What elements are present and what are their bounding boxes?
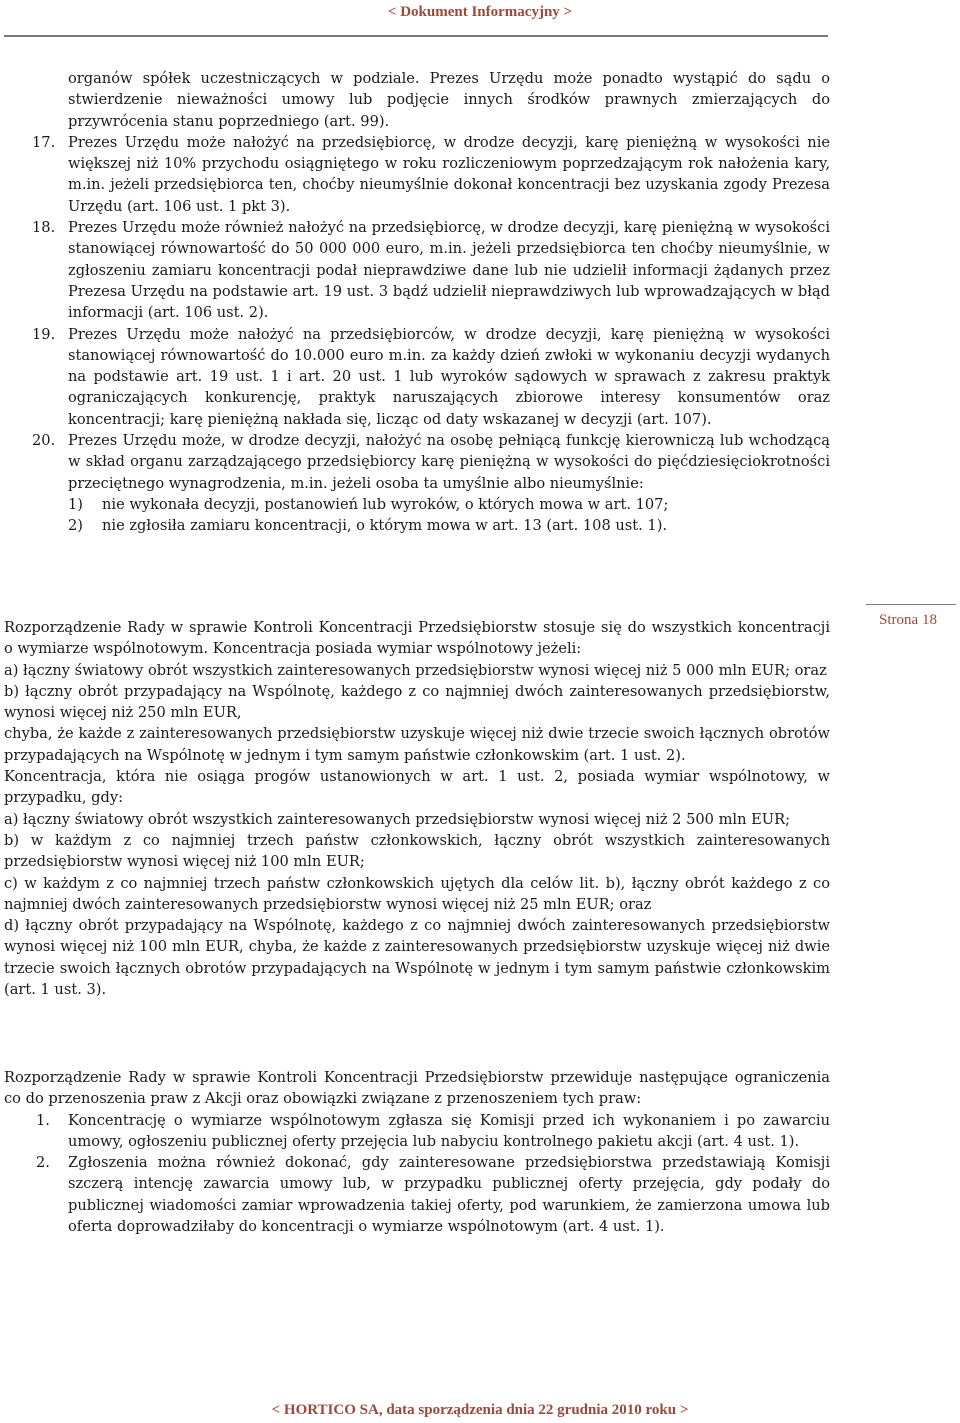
sub-item-text: nie wykonała decyzji, postanowień lub wyroków, o których mowa w art. 107; — [102, 495, 669, 513]
sub-item — [68, 515, 830, 536]
list-item — [32, 430, 830, 536]
paragraph: Rozporządzenie Rady w sprawie Kontroli Koncentracji Przedsiębiorstw przewiduje następujące ograniczenia co do przenoszenia praw z Akcji oraz obowiązki związane z przenoszeniem tych praw: — [4, 1069, 830, 1108]
page-number-label: Strona 18 — [879, 612, 937, 628]
list-item — [32, 324, 830, 430]
page-header: < Dokument Informacyjny > — [387, 4, 573, 20]
section-eu-thresholds — [4, 617, 830, 1000]
list-item — [36, 1152, 830, 1237]
sub-item-number: 2) — [68, 517, 83, 535]
header-divider — [4, 35, 828, 37]
paragraph: chyba, że każde z zainteresowanych przedsiębiorstw uzyskuje więcej niż dwie trzecie swoich łącznych obrotów przypadających na Wspólnotę w jednym i tym samym państwie członkowskim (art. 1 ust. 2). — [4, 725, 830, 764]
paragraph: a) łączny światowy obrót wszystkich zainteresowanych przedsiębiorstw wynosi więcej niż 2 500 mln EUR; — [4, 810, 790, 828]
item-number: 2. — [36, 1154, 50, 1172]
item-text: Prezes Urzędu może również nałożyć na przedsiębiorcę, w drodze decyzji, karę pieniężną w wysokości stanowiącej równowartość do 50 000 000 euro, m.in. jeżeli przedsiębiorca ten choćby nieumyślnie, w zgłoszeniu zamiaru koncentracji podał nieprawdziwe dane lub nie udzielił informacji żądanych przez Prezesa Urzędu na podstawie art. 19 ust. 3 bądź udzielił nieprawdziwych lub wprowadzających w błąd informacji (art. 106 ust. 2). — [68, 219, 830, 322]
numbered-provisions — [0, 68, 960, 537]
list-item — [36, 1110, 830, 1153]
section-transfer-restrictions — [4, 1067, 830, 1237]
item-text: Koncentrację o wymiarze wspólnotowym zgłasza się Komisji przed ich wykonaniem i po zawarciu umowy, ogłoszeniu publicznej oferty przejęcia lub nabyciu kontrolnego pakietu akcji (art. 4 ust. 1). — [68, 1111, 830, 1150]
item-number: 1. — [36, 1111, 50, 1129]
item-number: 17. — [32, 133, 56, 151]
item-text: Prezes Urzędu może nałożyć na przedsiębiorców, w drodze decyzji, karę pieniężną w wysokości stanowiącej równowartość do 10.000 euro m.in. za każdy dzień zwłoki w wykonaniu decyzji wydanych na podstawie art. 19 ust. 1 i art. 20 ust. 1 lub wyroków sądowych w sprawach z zakresu praktyk ograniczających konkurencję, praktyk naruszających zbiorowe interesy konsumentów oraz koncentracji; karę pieniężną nakłada się, licząc od daty wskazanej w decyzji (art. 107). — [68, 325, 830, 428]
paragraph: b) w każdym z co najmniej trzech państw członkowskich, łączny obrót wszystkich zainteresowanych przedsiębiorstw wynosi więcej niż 100 mln EUR; — [4, 831, 830, 871]
item-number: 19. — [32, 325, 56, 343]
item-number: 18. — [32, 219, 56, 237]
sub-item-text: nie zgłosiła zamiaru koncentracji, o którym mowa w art. 13 (art. 108 ust. 1). — [102, 517, 668, 535]
item-text: Prezes Urzędu może, w drodze decyzji, nałożyć na osobę pełniącą funkcję kierowniczą lub wchodzącą w skład organu zarządzającego przedsiębiorcy karę pieniężną w wysokości do pięćdziesięciokrotności przeciętnego wynagrodzenia, m.in. jeżeli osoba ta umyślnie albo nieumyślnie: — [68, 432, 830, 492]
paragraph: a) łączny światowy obrót wszystkich zainteresowanych przedsiębiorstw wynosi więcej niż 5 000 mln EUR; oraz — [4, 661, 827, 679]
paragraph: d) łączny obrót przypadający na Wspólnotę, każdego z co najmniej dwóch zainteresowanych przedsiębiorstw wynosi więcej niż 100 mln EUR, chyba, że każde z zainteresowanych przedsiębiorstw uzyskuje więcej niż dwie trzecie swoich łącznych obrotów przypadających na Wspólnotę w jednym i tym samym państwie członkowskim (art. 1 ust. 3). — [4, 917, 830, 999]
item-number: 20. — [32, 432, 56, 450]
paragraph: Rozporządzenie Rady w sprawie Kontroli Koncentracji Przedsiębiorstw stosuje się do wszystkich koncentracji o wymiarze wspólnotowym. Koncentracja posiada wymiar wspólnotowy jeżeli: — [4, 619, 830, 658]
list-item — [32, 217, 830, 323]
item-text: Prezes Urzędu może nałożyć na przedsiębiorcę, w drodze decyzji, karę pieniężną w wysokości nie większej niż 10% przychodu osiągniętego w roku rozliczeniowym poprzedzającym rok nałożenia kary, m.in. jeżeli przedsiębiorca ten, choćby nieumyślnie dokonał koncentracji bez uzyskania zgody Prezesa Urzędu (art. 106 ust. 1 pkt 3). — [68, 133, 830, 215]
continuation-paragraph: organów spółek uczestniczących w podziale. Prezes Urzędu może ponadto wystąpić do sądu o stwierdzenie nieważności umowy lub podjęcie innych środków prawnych zmierzających do przywrócenia stanu poprzedniego (art. 99). — [68, 70, 830, 130]
paragraph: b) łączny obrót przypadający na Wspólnotę, każdego z co najmniej dwóch zainteresowanych przedsiębiorstw, wynosi więcej niż 250 mln EUR, — [4, 682, 830, 722]
sub-item-number: 1) — [68, 495, 83, 513]
page-footer: < HORTICO SA, data sporządzenia dnia 22 grudnia 2010 roku > — [271, 1402, 689, 1418]
paragraph: c) w każdym z co najmniej trzech państw członkowskich ujętych dla celów lit. b), łączny obrót każdego z co najmniej dwóch zainteresowanych przedsiębiorstw wynosi więcej niż 25 mln EUR; oraz — [4, 874, 830, 913]
list-item — [32, 132, 830, 217]
item-text: Zgłoszenia można również dokonać, gdy zainteresowane przedsiębiorstwa przedstawiają Komisji szczerą intencję zawarcia umowy lub, w przypadku publicznej oferty przejęcia, gdy podały do publicznej wiadomości zamiar wprowadzenia takiej oferty, pod warunkiem, że zamierzona umowa lub oferta doprowadziłaby do koncentracji o wymiarze wspólnotowym (art. 4 ust. 1). — [68, 1154, 830, 1236]
paragraph: Koncentracja, która nie osiąga progów ustanowionych w art. 1 ust. 2, posiada wymiar wspólnotowy, w przypadku, gdy: — [4, 768, 830, 807]
sidebar-divider — [866, 604, 956, 605]
sub-item — [68, 494, 830, 515]
